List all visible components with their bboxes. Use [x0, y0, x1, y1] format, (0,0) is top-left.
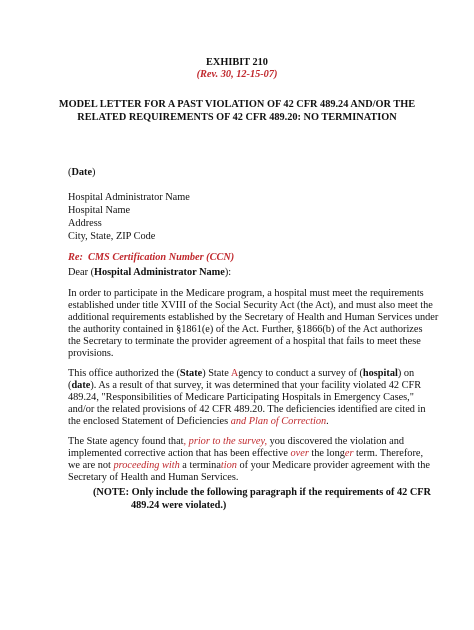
para3-line-4: Secretary of Health and Human Services. [68, 472, 239, 483]
text-run: you discovered the violation and [267, 436, 405, 447]
para1-line-2: established under title XVIII of the Social Security Act (the Act), and must also meet the [68, 300, 433, 311]
hospital-field: hospital [362, 368, 398, 379]
address-line-1: Hospital Administrator Name [68, 192, 190, 203]
text-run: ) State [202, 368, 231, 379]
date-field: Date [71, 167, 93, 178]
text-run: the enclosed Statement of Deficiencies [68, 416, 231, 427]
para2-line-1 [68, 368, 414, 381]
text-run: ( [68, 380, 72, 391]
text-run: ). As a result of that survey, it was determined that your facility violated 42 CFR [90, 380, 422, 391]
letter-title-line-2: RELATED REQUIREMENTS OF 42 CFR 489.20: NO TERMINATION [77, 112, 397, 123]
para3-line-2 [68, 448, 423, 461]
text-run: term. Therefore, [353, 448, 424, 459]
text-run: This office authorized the ( [68, 368, 180, 379]
revision-mark: proceeding with [113, 460, 180, 471]
para3-line-1 [68, 436, 404, 449]
revision-mark: , prior to the survey, [183, 436, 268, 447]
letter-title-line-1: MODEL LETTER FOR A PAST VIOLATION OF 42 CFR 489.24 AND/OR THE [58, 99, 416, 110]
text-run: The State agency found that [68, 436, 184, 447]
text-run: of your Medicare provider agreement with the [236, 460, 430, 471]
para1-line-5: the Secretary to terminate the provider agreement of a hospital that fails to meet these [68, 336, 421, 347]
salutation [68, 267, 231, 280]
note-line-2: 489.24 were violated.) [131, 500, 227, 511]
text-run: implemented corrective action that has been effective [68, 448, 291, 459]
revision-mark: and Plan of Correction [230, 416, 327, 427]
text-run: a termina [179, 460, 221, 471]
revision-mark: A [230, 368, 239, 379]
date-placeholder: (Date) [68, 167, 96, 178]
para2-line-4: and/or the related provisions of 42 CFR 489.20. The deficiencies identified are cited in [68, 404, 426, 415]
para2-line-3: 489.24, "Responsibilities of Medicare Participating Hospitals in Emergency Cases," [68, 392, 414, 403]
para2-line-2 [68, 380, 421, 393]
revision-mark: tion [220, 460, 237, 471]
text-run: the long [308, 448, 345, 459]
para1-line-1: In order to participate in the Medicare program, a hospital must meet the requirements [68, 288, 424, 299]
text-run: . [326, 416, 329, 427]
revision-mark: er [344, 448, 354, 459]
text-run: ) on [397, 368, 415, 379]
state-field: State [179, 368, 203, 379]
para2-line-5 [68, 416, 329, 429]
address-line-2: Hospital Name [68, 205, 131, 216]
para1-line-6: provisions. [68, 348, 114, 359]
revision-mark: over [290, 448, 309, 459]
re-line [68, 252, 234, 265]
re-label: Re: [68, 252, 83, 263]
exhibit-heading: EXHIBIT 210 [206, 57, 268, 68]
address-line-4: City, State, ZIP Code [68, 231, 156, 242]
date-field-inline: date [71, 380, 91, 391]
salutation-suffix: ): [224, 267, 232, 278]
para1-line-4: the authority contained in §1861(e) of the Act. Further, §1866(b) of the Act authorizes [68, 324, 423, 335]
re-text: CMS Certification Number (CCN) [88, 252, 235, 263]
revision-note: (Rev. 30, 12-15-07) [196, 69, 278, 80]
text-run: we are not [68, 460, 114, 471]
salutation-prefix: Dear ( [68, 267, 95, 278]
note-line-1: (NOTE: Only include the following paragraph if the requirements of 42 CFR [93, 487, 431, 498]
text-run: gency to conduct a survey of ( [238, 368, 363, 379]
para3-line-3 [68, 460, 430, 473]
para1-line-3: additional requirements established by the Secretary of Health and Human Services under [68, 312, 439, 323]
salutation-name: Hospital Administrator Name [94, 267, 225, 278]
address-line-3: Address [68, 218, 102, 229]
